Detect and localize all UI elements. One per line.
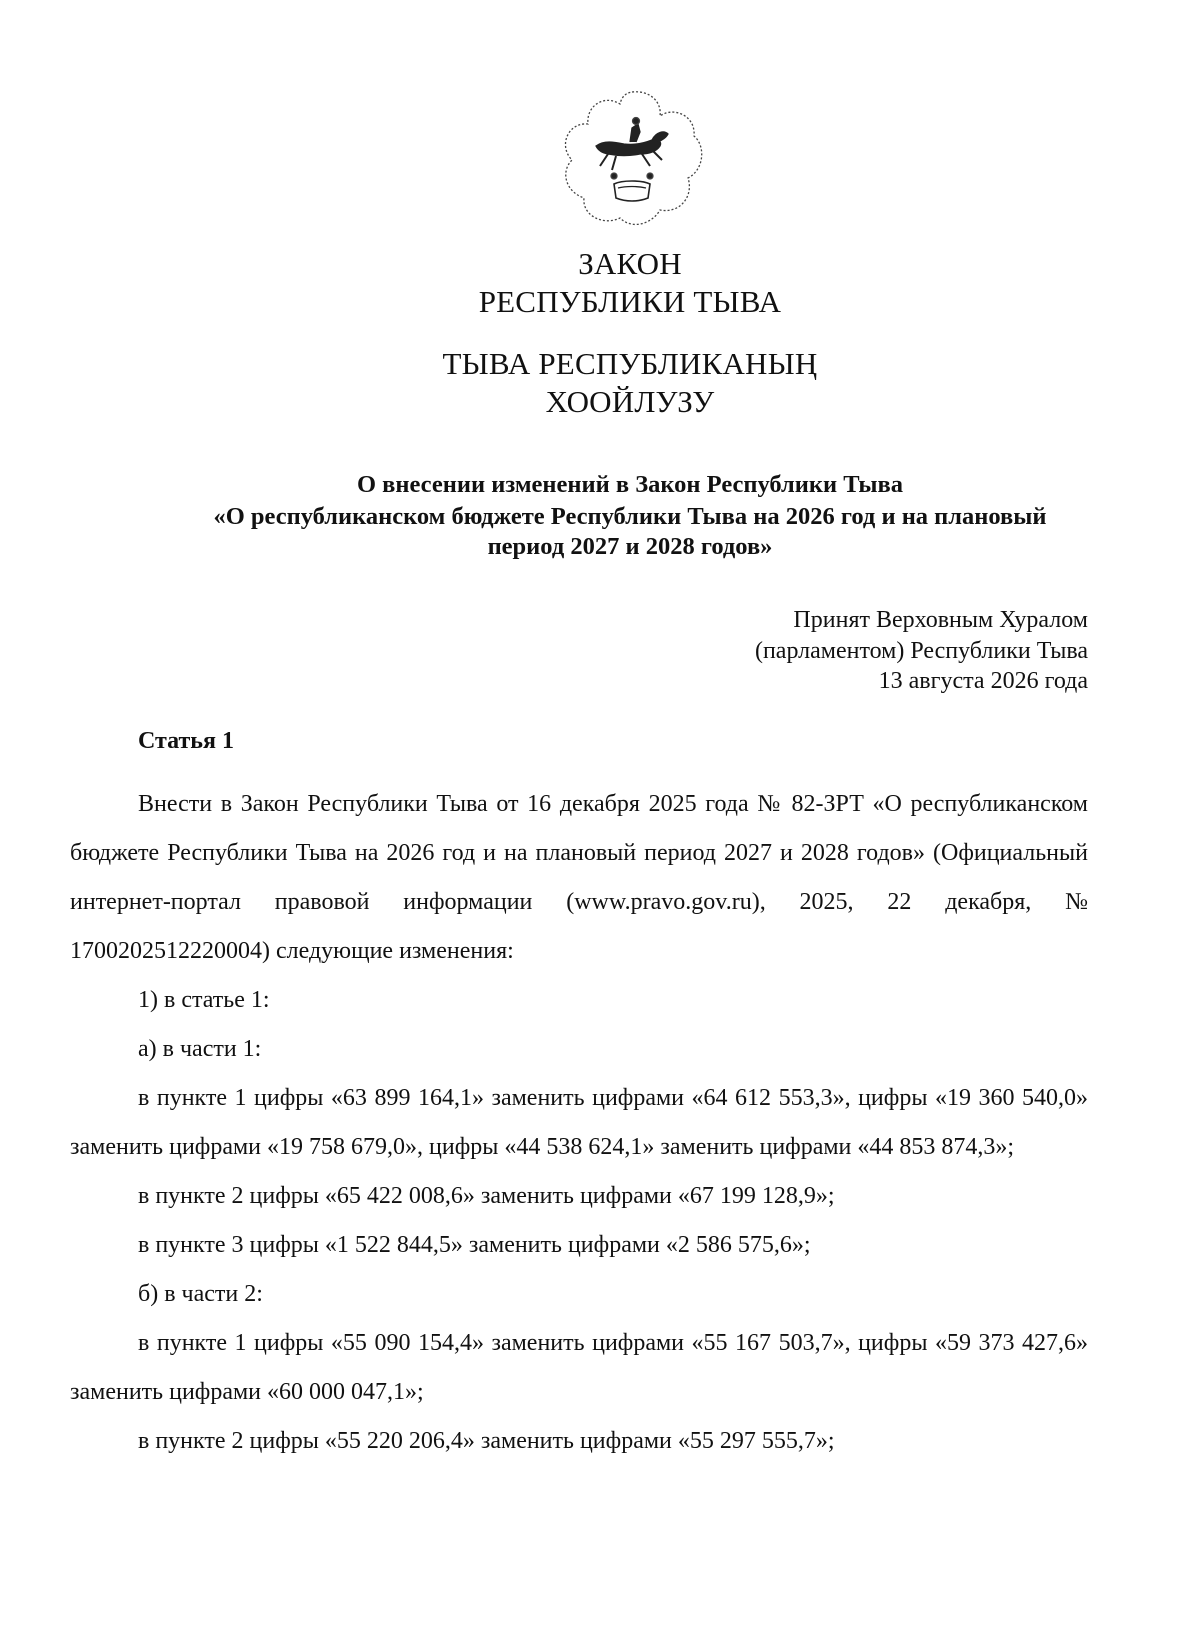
adopted-date: 13 августа 2026 года	[878, 668, 1088, 694]
paragraph: в пункте 3 цифры «1 522 844,5» заменить цифрами «2 586 575,6»;	[138, 1232, 811, 1258]
paragraph: б) в части 2:	[138, 1281, 263, 1307]
adopted-line-2: (парламентом) Республики Тыва	[754, 638, 1088, 664]
law-title-tuvan-2: ХООЙЛУЗУ	[545, 384, 715, 419]
law-title: ЗАКОН	[578, 246, 682, 281]
paragraph: в пункте 1 цифры «55 090 154,4» заменить цифрами «55 167 503,7», цифры «59 373 427,6» заменить цифрами «60 000 047,1»;	[70, 1330, 1088, 1405]
law-title-republic: РЕСПУБЛИКИ ТЫВА	[478, 284, 782, 319]
subject-line-3: период 2027 и 2028 годов»	[487, 533, 773, 560]
law-title-tuvan: ТЫВА РЕСПУБЛИКАНЫҢ	[442, 346, 818, 381]
paragraph: в пункте 1 цифры «63 899 164,1» заменить цифрами «64 612 553,3», цифры «19 360 540,0» заменить цифрами «19 758 679,0», цифры «44 538 624,1» заменить цифрами «44 853 874,3»;	[70, 1085, 1088, 1160]
article-heading: Статья 1	[138, 728, 234, 754]
coat-of-arms-emblem	[552, 84, 712, 232]
subject-line-2: «О республиканском бюджете Республики Тыва на 2026 год и на плановый	[213, 503, 1047, 530]
paragraph: Внести в Закон Республики Тыва от 16 декабря 2025 года № 82-ЗРТ «О республиканском бюджете Республики Тыва на 2026 год и на плановый период 2027 и 2028 годов» (Официальный интернет-портал правовой информации (www.pravo.gov.ru), 2025, 22 декабря, № 1700202512220004) следующие изменения:	[70, 791, 1088, 964]
paragraph: в пункте 2 цифры «55 220 206,4» заменить цифрами «55 297 555,7»;	[138, 1428, 835, 1454]
adopted-line-1: Принят Верховным Хуралом	[793, 607, 1088, 633]
paragraph: в пункте 2 цифры «65 422 008,6» заменить цифрами «67 199 128,9»;	[138, 1183, 835, 1209]
paragraph: 1) в статье 1:	[138, 987, 270, 1013]
article-body	[70, 780, 1088, 1466]
paragraph: а) в части 1:	[138, 1036, 262, 1062]
subject-line-1: О внесении изменений в Закон Республики Тыва	[356, 471, 903, 498]
